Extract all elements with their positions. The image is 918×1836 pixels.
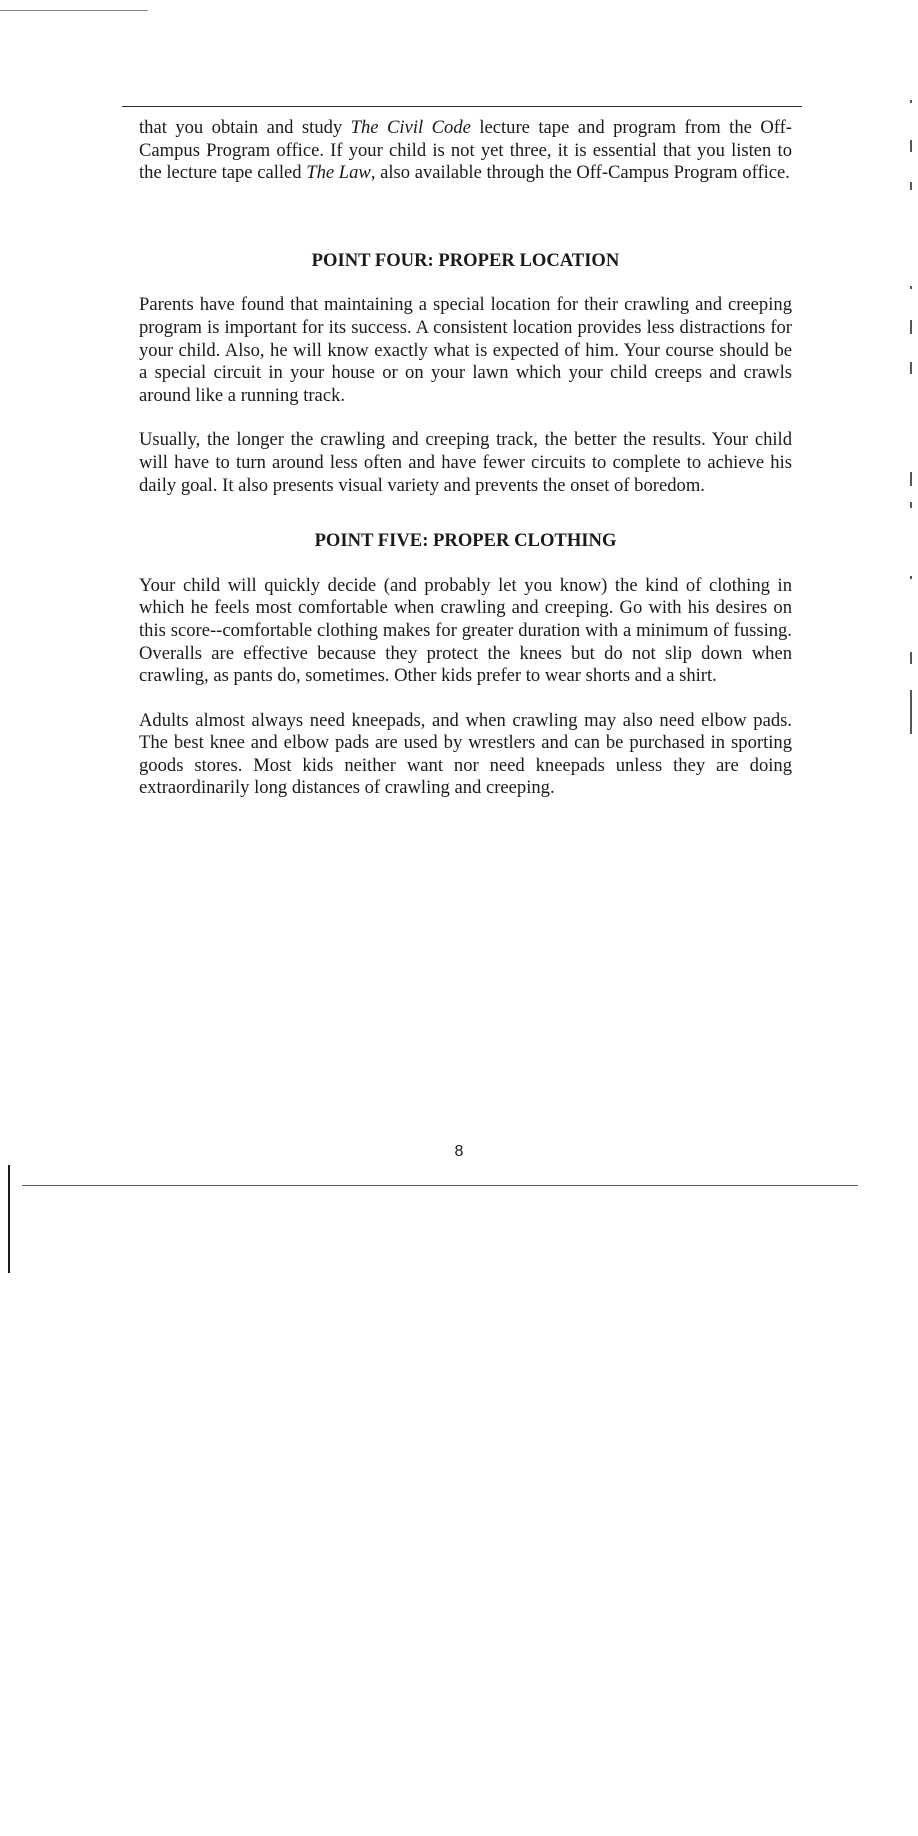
law-title: The Law <box>306 162 371 184</box>
scan-artifact-edge <box>910 690 912 734</box>
scan-artifact-edge <box>910 182 912 190</box>
paragraph-clothing-1: Your child will quickly decide (and probably let you know) the kind of clothing in which he feels most comfortable when crawling and creeping. Go with his desires on this score--comfortable clothing makes for greater duration with a minimum of fussing. Overalls are effective because they protect the knees but do not slip down when crawling, as pants do, sometimes. Other kids prefer to wear shorts and a shirt. <box>139 574 792 687</box>
scan-artifact-edge <box>910 362 912 374</box>
scan-artifact-edge <box>910 652 912 664</box>
paragraph-location-1: Parents have found that maintaining a special location for their crawling and creeping program is important for its success. A consistent location provides less distractions for your child. Also, he will know exactly what is expected of him. Your course should be a special circuit in your house or on your lawn which your child creeps and crawls around like a running track. <box>139 294 792 406</box>
intro-paragraph <box>139 117 792 185</box>
scan-artifact-edge <box>910 502 912 508</box>
scan-artifact-edge <box>910 576 912 579</box>
scan-artifact-top-left <box>0 10 148 11</box>
scan-artifact-edge <box>910 100 912 103</box>
scan-artifact-edge <box>910 320 912 334</box>
intro-text-1: that you obtain and study <box>139 117 351 138</box>
intro-text-3: , also available through the Off-Campus Program office. <box>370 162 790 184</box>
footer-rule <box>22 1185 858 1186</box>
paragraph-clothing-2: Adults almost always need kneepads, and when crawling may also need elbow pads. The best knee and elbow pads are used by wrestlers and can be purchased in sporting goods stores. Most kids neither want nor need kneepads unless they are doing extraordinarily long distances of crawling and creeping. <box>139 709 792 799</box>
page-number: 8 <box>454 1143 464 1160</box>
header-rule <box>122 106 802 107</box>
civil-code-title: The Civil Code <box>350 117 471 138</box>
scan-artifact-edge <box>910 286 912 289</box>
section-heading-point-four: POINT FOUR: PROPER LOCATION <box>311 249 620 271</box>
scan-artifact-edge <box>910 140 912 152</box>
intro-text-2: lecture tape and program from the Off-Campus Program office. If your child is not yet three, it is essential that you listen to the lecture tape called <box>139 117 792 184</box>
paragraph-location-2: Usually, the longer the crawling and creeping track, the better the results. Your child will have to turn around less often and have fewer circuits to complete to achieve his daily goal. It also presents visual variety and prevents the onset of boredom. <box>139 429 792 496</box>
scan-artifact-left-bar <box>8 1165 10 1273</box>
scan-artifact-edge <box>910 472 912 486</box>
section-heading-point-five: POINT FIVE: PROPER CLOTHING <box>314 530 617 552</box>
document-page <box>139 117 792 800</box>
